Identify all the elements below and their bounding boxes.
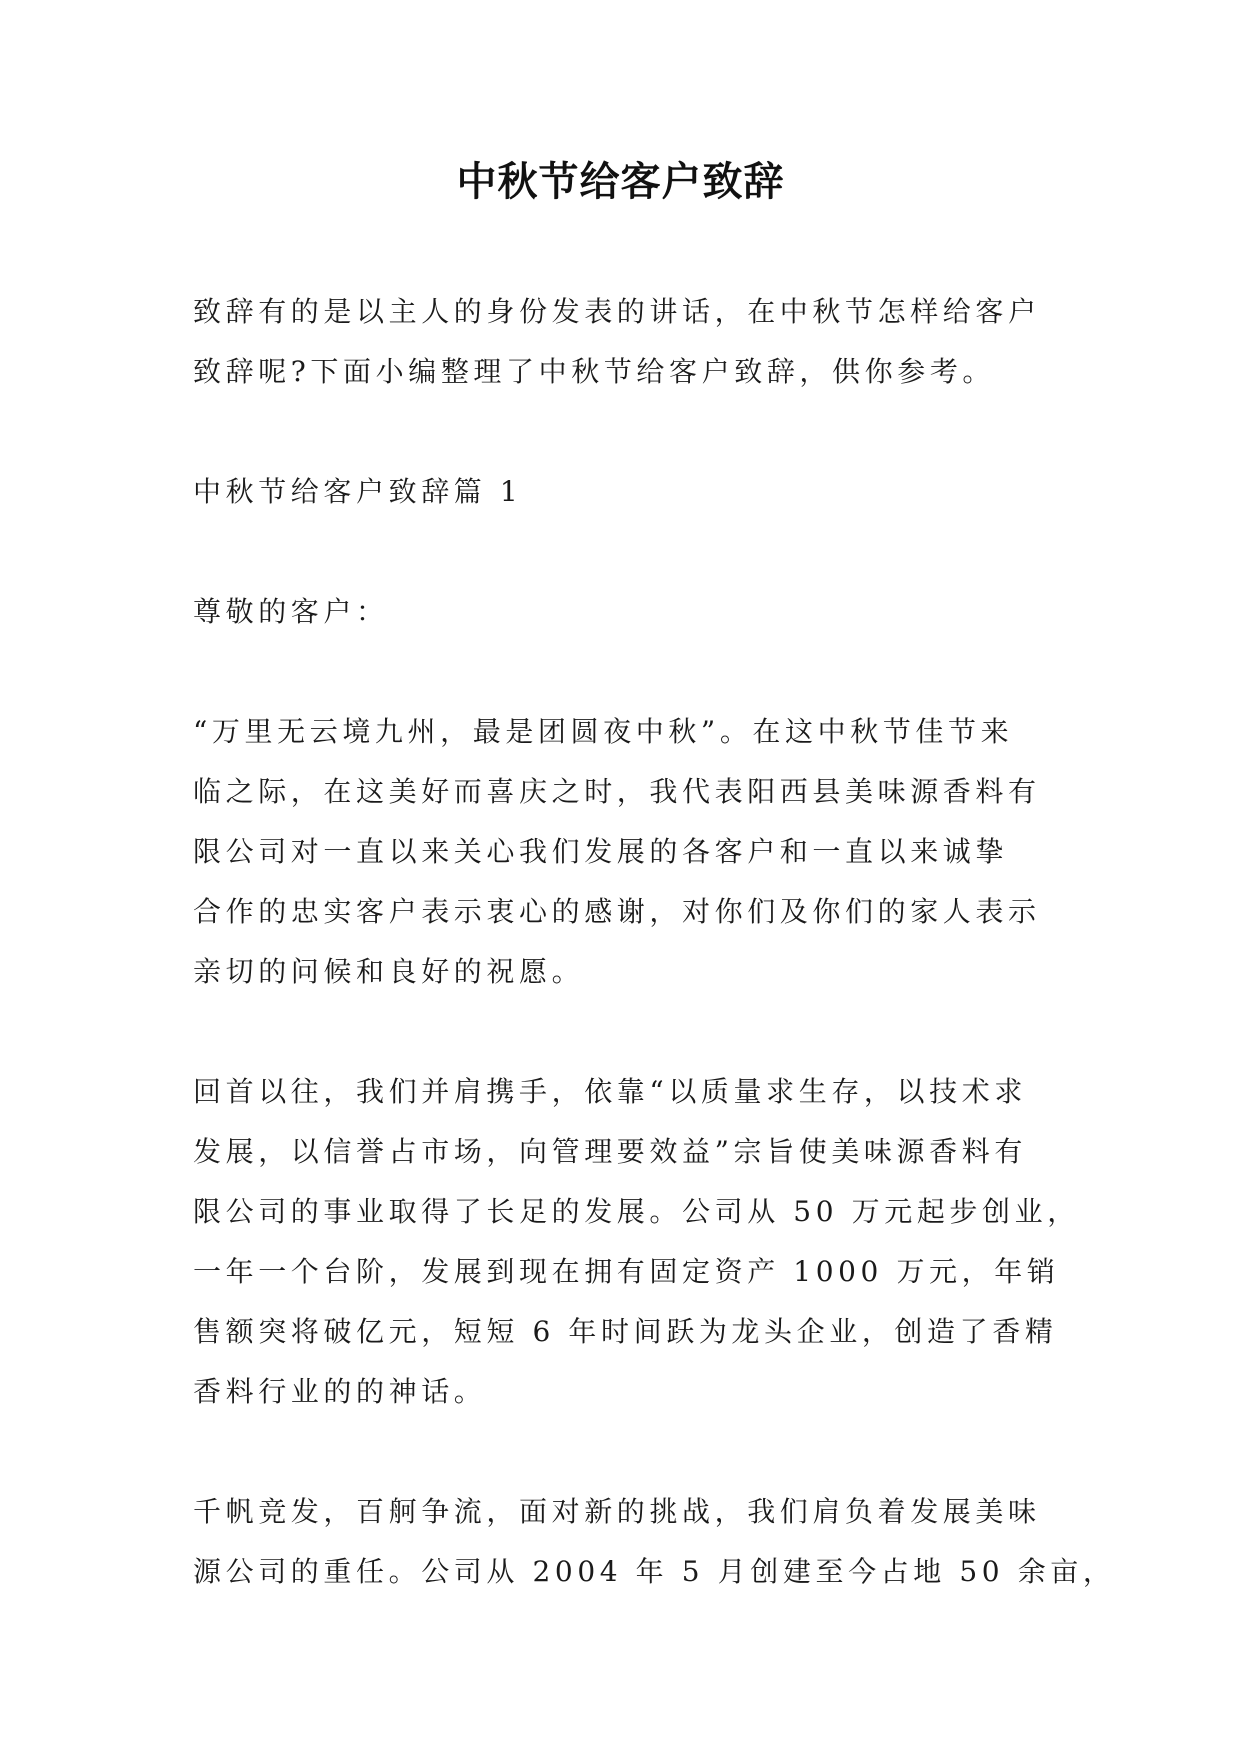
paragraph-review xyxy=(193,1062,1080,1422)
paragraph-intro xyxy=(193,282,1073,402)
text-line: 回首以往，我们并肩携手，依靠“以质量求生存，以技术求 xyxy=(193,1075,1027,1108)
text-line: 售额突将破亿元，短短 6 年时间跃为龙头企业，创造了香精 xyxy=(193,1315,1058,1348)
text-line: 合作的忠实客户表示衷心的感谢，对你们及你们的家人表示 xyxy=(193,895,1041,928)
text-line: 限公司的事业取得了长足的发展。公司从 50 万元起步创业， xyxy=(193,1195,1080,1228)
text-line: 香料行业的的神话。 xyxy=(193,1375,487,1408)
paragraph-greeting xyxy=(193,702,1073,1002)
document-body xyxy=(193,282,1116,1662)
text-line: 临之际，在这美好而喜庆之时，我代表阳西县美味源香料有 xyxy=(193,775,1041,808)
text-line: 亲切的问候和良好的祝愿。 xyxy=(193,955,585,988)
text-line: 致辞有的是以主人的身份发表的讲话，在中秋节怎样给客户 xyxy=(193,295,1041,328)
text-line: 限公司对一直以来关心我们发展的各客户和一直以来诚挚 xyxy=(193,835,1009,868)
text-line: 千帆竞发，百舸争流，面对新的挑战，我们肩负着发展美味 xyxy=(193,1495,1041,1528)
text-line: “万里无云境九州，最是团圆夜中秋”。在这中秋节佳节来 xyxy=(193,715,1014,748)
text-line: 发展，以信誉占市场，向管理要效益”宗旨使美味源香料有 xyxy=(193,1135,1027,1168)
text-line: 源公司的重任。公司从 2004 年 5 月创建至今占地 50 余亩， xyxy=(193,1555,1116,1588)
document-title: 中秋节给客户致辞 xyxy=(456,159,785,205)
section-heading xyxy=(193,462,1073,522)
text-line: 致辞呢?下面小编整理了中秋节给客户致辞，供你参考。 xyxy=(193,355,996,388)
paragraph-challenge xyxy=(193,1482,1116,1602)
text-line: 尊敬的客户： xyxy=(193,595,389,628)
text-line: 一年一个台阶，发展到现在拥有固定资产 1000 万元，年销 xyxy=(193,1255,1060,1288)
text-line: 中秋节给客户致辞篇 1 xyxy=(193,475,523,508)
paragraph-salutation xyxy=(193,582,1073,642)
